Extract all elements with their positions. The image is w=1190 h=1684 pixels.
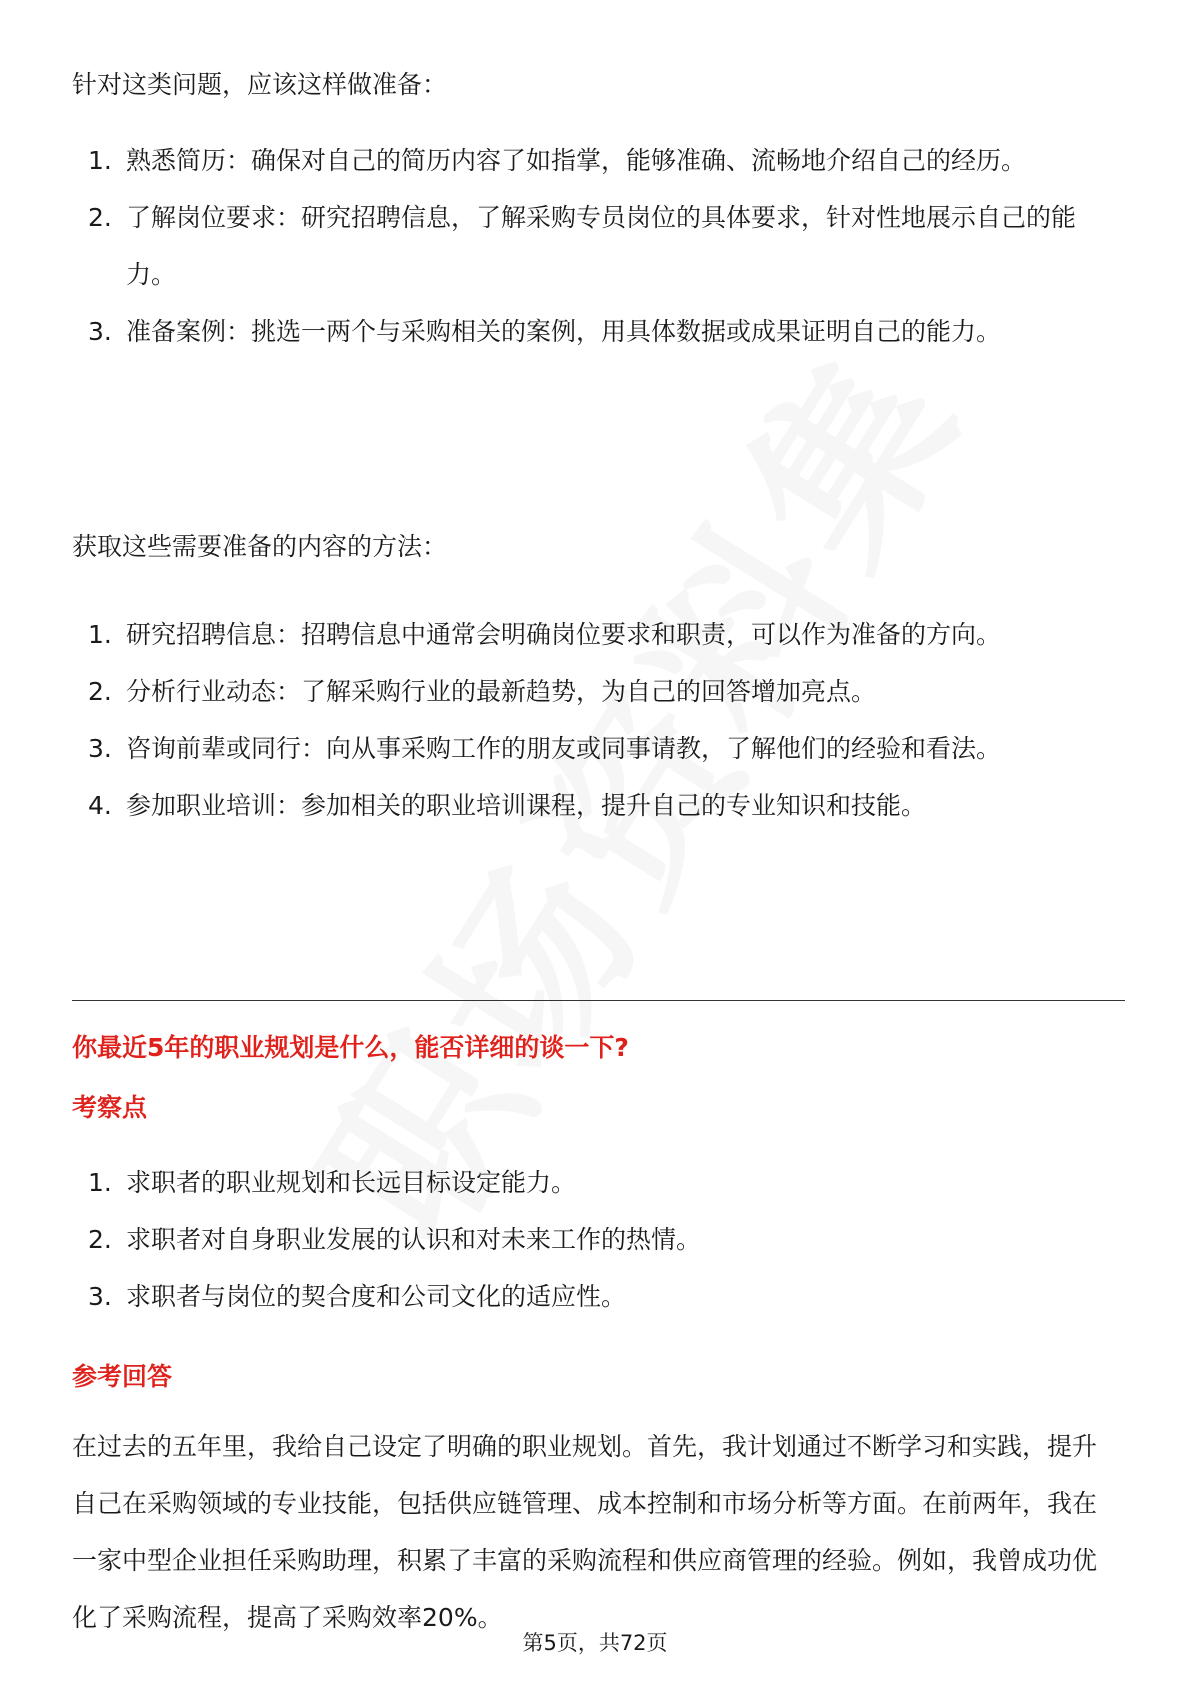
- list-item: [72, 189, 1112, 303]
- points-heading: 考察点: [72, 1093, 148, 1122]
- list-number: 1.: [88, 620, 112, 649]
- list-item: [72, 606, 1112, 663]
- list-item: [72, 1211, 1112, 1268]
- list-item-text: 准备案例：挑选一两个与采购相关的案例，用具体数据或成果证明自己的能力。: [126, 317, 1002, 346]
- list-item-text: 求职者与岗位的契合度和公司文化的适应性。: [126, 1282, 627, 1311]
- list-item: [72, 663, 1112, 720]
- list-item-text: 咨询前辈或同行：向从事采购工作的朋友或同事请教，了解他们的经验和看法。: [126, 734, 1002, 763]
- page-number: 第5页，共72页: [522, 1631, 668, 1655]
- list-number: 1.: [88, 146, 112, 175]
- list-item: [72, 132, 1112, 189]
- list-item-text: 了解岗位要求：研究招聘信息，了解采购专员岗位的具体要求，针对性地展示自己的能力。: [126, 203, 1077, 289]
- list-item: [72, 720, 1112, 777]
- list-number: 3.: [88, 734, 112, 763]
- list-item-text: 熟悉简历：确保对自己的简历内容了如指掌，能够准确、流畅地介绍自己的经历。: [126, 146, 1027, 175]
- list-item: [72, 777, 1112, 834]
- list-item: [72, 1268, 1112, 1325]
- list-number: 2.: [88, 203, 112, 232]
- list-item-text: 参加职业培训：参加相关的职业培训课程，提升自己的专业知识和技能。: [126, 791, 927, 820]
- list-number: 3.: [88, 1282, 112, 1311]
- list-number: 2.: [88, 677, 112, 706]
- section2-list: [72, 606, 1112, 834]
- section1-intro: 针对这类问题，应该这样做准备：: [72, 70, 448, 99]
- answer-heading: 参考回答: [72, 1362, 173, 1391]
- list-item-text: 研究招聘信息：招聘信息中通常会明确岗位要求和职责，可以作为准备的方向。: [126, 620, 1002, 649]
- list-item: [72, 1154, 1112, 1211]
- question-title: 你最近5年的职业规划是什么，能否详细的谈一下?: [72, 1033, 629, 1062]
- list-number: 1.: [88, 1168, 112, 1197]
- section2-intro: 获取这些需要准备的内容的方法：: [72, 532, 448, 561]
- list-number: 3.: [88, 317, 112, 346]
- section-divider: [72, 1000, 1125, 1001]
- section1-list: [72, 132, 1112, 360]
- list-item: [72, 303, 1112, 360]
- list-number: 2.: [88, 1225, 112, 1254]
- list-item-text: 求职者对自身职业发展的认识和对未来工作的热情。: [126, 1225, 702, 1254]
- list-number: 4.: [88, 791, 112, 820]
- list-item-text: 求职者的职业规划和长远目标设定能力。: [126, 1168, 577, 1197]
- list-item-text: 分析行业动态：了解采购行业的最新趋势，为自己的回答增加亮点。: [126, 677, 877, 706]
- answer-text: 在过去的五年里，我给自己设定了明确的职业规划。首先，我计划通过不断学习和实践，提升自己在采购领域的专业技能，包括供应链管理、成本控制和市场分析等方面。在前两年，我在一家中型企业担任采购助理，积累了丰富的采购流程和供应商管理的经验。例如，我曾成功优化了采购流程，提高了采购效率20%。: [72, 1432, 1098, 1632]
- points-list: [72, 1154, 1112, 1325]
